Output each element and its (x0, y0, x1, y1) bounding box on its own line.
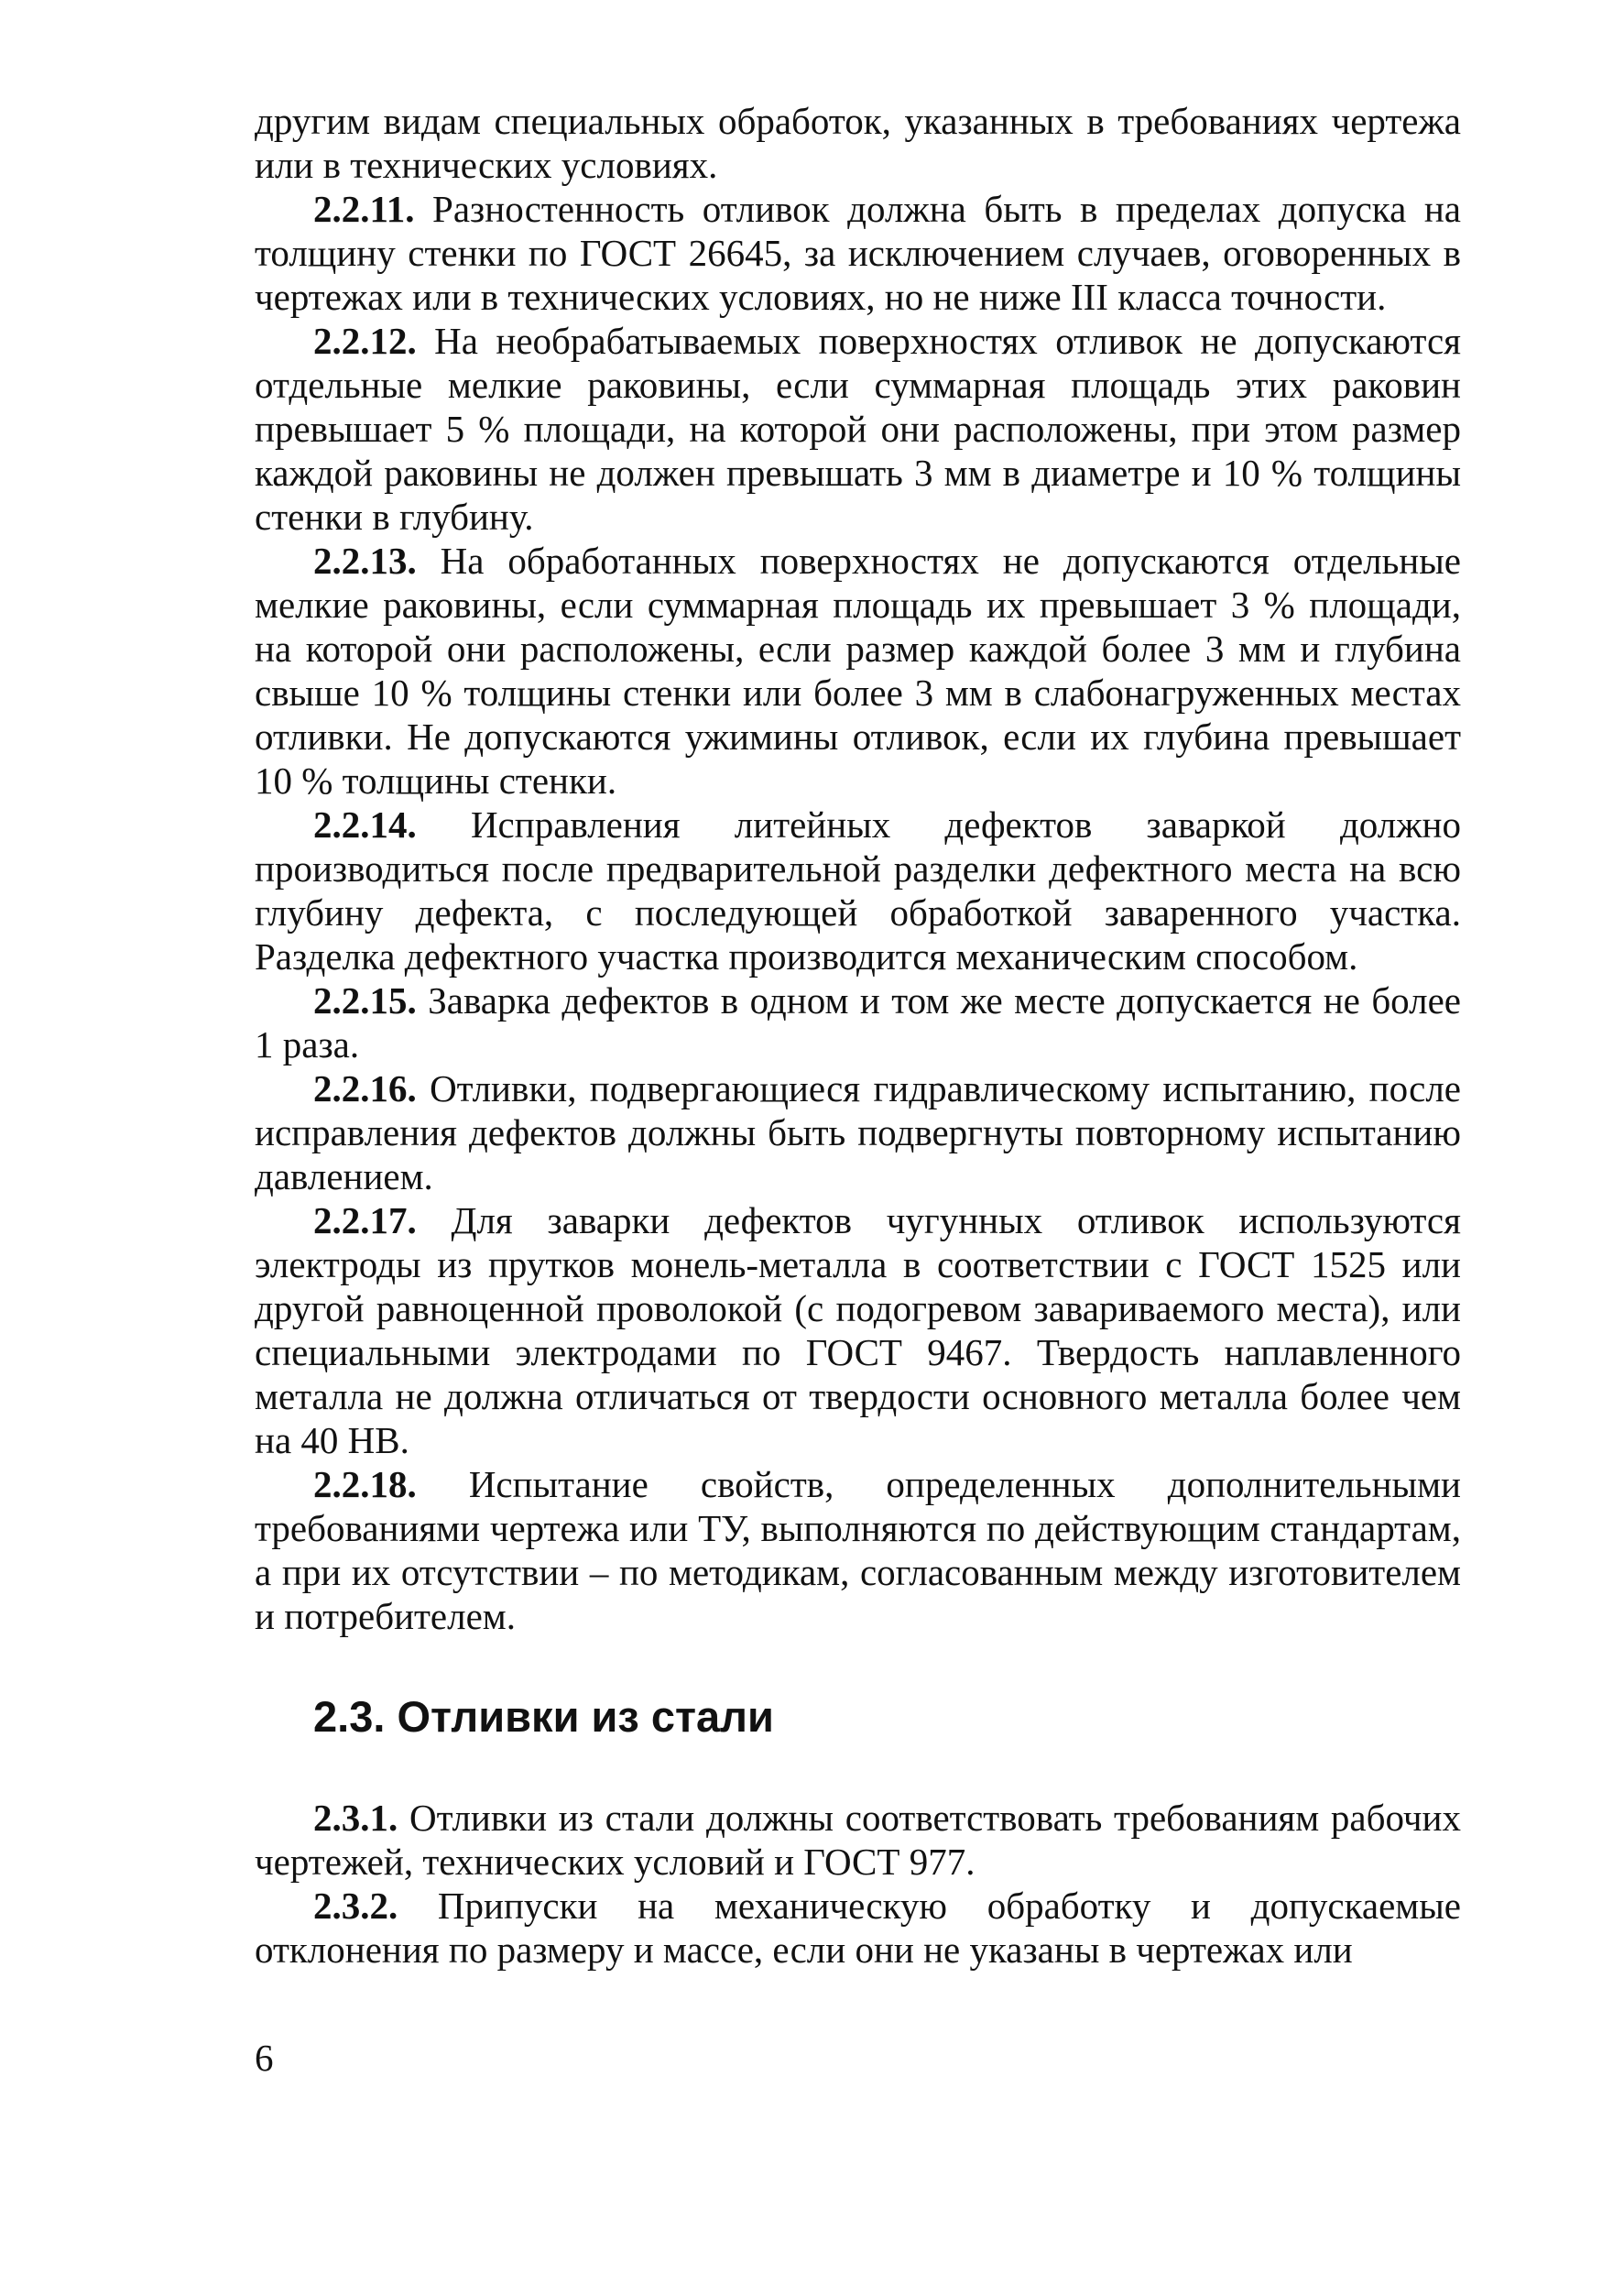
paragraph-2-2-13 (255, 539, 1461, 803)
paragraph-number: 2.2.17. (313, 1199, 417, 1241)
paragraph-2-2-17 (255, 1198, 1461, 1462)
intro-paragraph (255, 99, 1461, 187)
paragraph-number: 2.2.18. (313, 1463, 417, 1505)
paragraph-number: 2.2.11. (313, 188, 415, 230)
paragraph-2-2-12 (255, 319, 1461, 539)
paragraph-text: Разностенность отливок должна быть в пределах допуска на толщину стенки по ГОСТ 26645, за исключением случаев, оговоренных в чертежах или в технических условиях, но не ниже III класса точности. (255, 188, 1461, 318)
paragraph-text: Припуски на механическую обработку и допускаемые отклонения по размеру и массе, если они не указаны в чертежах или (255, 1885, 1461, 1971)
paragraph-number: 2.3.1. (313, 1797, 398, 1839)
paragraph-text: Отливки, подвергающиеся гидравлическому испытанию, после исправления дефектов должны быть подвергнуты повторному испытанию давлением. (255, 1067, 1461, 1197)
paragraph-2-2-14 (255, 803, 1461, 978)
paragraph-number: 2.3.2. (313, 1885, 398, 1927)
paragraph-text: На необрабатываемых поверхностях отливок не допускаются отдельные мелкие раковины, если суммарная площадь этих раковин превышает 5 % площади, на которой они расположены, при этом размер каждой раковины не должен превышать 3 мм в диаметре и 10 % толщины стенки в глубину. (255, 320, 1461, 538)
section-heading: 2.3. Отливки из стали (313, 1692, 774, 1741)
paragraph-text: На обработанных поверхностях не допускаются отдельные мелкие раковины, если суммарная площадь их превышает 3 % площади, на которой они расположены, если размер каждой более 3 мм и глубина свыше 10 % толщины стенки или более 3 мм в слабонагруженных местах отливки. Не допускаются ужимины отливок, если их глубина превышает 10 % толщины стенки. (255, 540, 1461, 802)
paragraph-2-3-2 (255, 1884, 1461, 1972)
paragraph-2-3-1 (255, 1796, 1461, 1884)
paragraph-2-2-16 (255, 1066, 1461, 1198)
paragraph-text: Исправления литейных дефектов заваркой должно производиться после предварительной разделки дефектного места на всю глубину дефекта, с последующей обработкой заваренного участка. Разделка дефектного участка производится механическим способом. (255, 803, 1461, 978)
paragraph-2-2-11 (255, 187, 1461, 319)
paragraph-number: 2.2.16. (313, 1067, 417, 1109)
intro-text: другим видам специальных обработок, указанных в требованиях чертежа или в технических условиях. (255, 100, 1461, 186)
paragraph-text: Испытание свойств, определенных дополнительными требованиями чертежа или ТУ, выполняются по действующим стандартам, а при их отсутствии – по методикам, согласованным между изготовителем и потребителем. (255, 1463, 1461, 1637)
paragraph-text: Для заварки дефектов чугунных отливок используются электроды из прутков монель-металла в соответствии с ГОСТ 1525 или другой равноценной проволокой (с подогревом завариваемого места), или специальными электродами по ГОСТ 9467. Твердость наплавленного металла не должна отличаться от твердости основного металла более чем на 40 НВ. (255, 1199, 1461, 1461)
paragraph-2-2-18 (255, 1462, 1461, 1638)
page-number: 6 (255, 2037, 274, 2079)
paragraph-number: 2.2.12. (313, 320, 417, 362)
paragraph-2-2-15 (255, 978, 1461, 1066)
paragraph-number: 2.2.15. (313, 979, 417, 1022)
page-body (255, 99, 1461, 1972)
paragraph-text: Заварка дефектов в одном и том же месте допускается не более 1 раза. (255, 979, 1461, 1065)
paragraph-number: 2.2.14. (313, 803, 417, 846)
paragraph-text: Отливки из стали должны соответствовать требованиям рабочих чертежей, технических условий и ГОСТ 977. (255, 1797, 1461, 1883)
paragraph-number: 2.2.13. (313, 540, 417, 582)
